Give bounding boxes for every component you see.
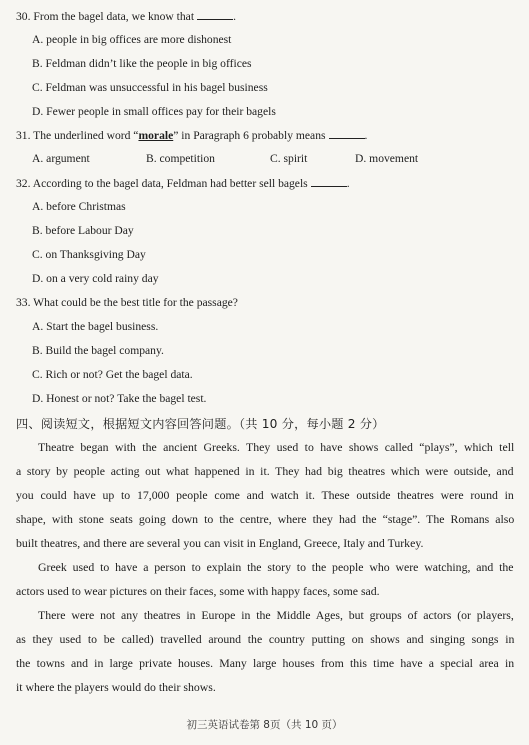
question-31: 31. The underlined word “morale” in Paragraph 6 probably means . <box>16 129 368 142</box>
option-33-d: D. Honest or not? Take the bagel test. <box>32 392 207 405</box>
passage-line: There were not any theatres in Europe in the Middle Ages, but groups of actors (or players, <box>38 608 514 622</box>
section-heading: 四、阅读短文，根据短文内容回答问题。（共 10 分，每小题 2 分） <box>16 417 385 431</box>
option-33-b: B. Build the bagel company. <box>32 344 164 357</box>
option-31-b: B. competition <box>146 152 215 165</box>
option-32-c: C. on Thanksgiving Day <box>32 248 146 261</box>
question-32: 32. According to the bagel data, Feldman had better sell bagels . <box>16 177 350 190</box>
passage-line: Greek used to have a person to explain the story to the people who were watching, and the <box>38 560 514 574</box>
option-33-c: C. Rich or not? Get the bagel data. <box>32 368 193 381</box>
passage-line: Theatre began with the ancient Greeks. They used to have shows called “plays”, which tell <box>38 440 515 454</box>
passage-line: you could have up to 17,000 people come and watch it. These outside theatres were round in <box>16 488 514 502</box>
option-30-a: A. people in big offices are more dishonest <box>32 33 232 46</box>
option-30-d: D. Fewer people in small offices pay for their bagels <box>32 105 276 118</box>
question-31-stem-before: 31. The underlined word “ <box>16 129 139 142</box>
passage-line: as they used to be called) travelled around the country putting on shows and singing songs in <box>16 632 515 646</box>
question-33 <box>16 296 238 309</box>
option-32-d: D. on a very cold rainy day <box>32 272 159 285</box>
passage-line: actors used to wear pictures on their faces, some with happy faces, some sad. <box>16 584 380 598</box>
question-30-stem: 30. From the bagel data, we know that <box>16 10 195 23</box>
passage-line: it where the players would do their shows. <box>16 680 216 694</box>
page-footer: 初三英语试卷第 8页（共 10 页） <box>186 719 343 731</box>
option-32-b: B. before Labour Day <box>32 224 134 237</box>
answer-blank <box>311 176 347 187</box>
passage-line: the towns and in large private houses. Many large houses from this time have a special area in <box>16 656 515 670</box>
answer-blank <box>329 128 365 139</box>
passage-line: a story by people acting out what happened in it. They had big theatres which were outside, and <box>16 464 514 478</box>
question-32-stem: 32. According to the bagel data, Feldman had better sell bagels <box>16 177 308 190</box>
question-31-stem-after: ” in Paragraph 6 probably means <box>173 129 326 142</box>
option-30-b: B. Feldman didn’t like the people in big offices <box>32 57 252 70</box>
answer-blank <box>197 9 233 20</box>
option-31-a: A. argument <box>32 152 90 165</box>
option-30-c: C. Feldman was unsuccessful in his bagel business <box>32 81 268 94</box>
question-33-stem: 33. What could be the best title for the passage? <box>16 296 238 309</box>
option-31-d: D. movement <box>355 152 419 165</box>
option-31-c: C. spirit <box>270 152 308 165</box>
passage-line: shape, with stone seats going down to the centre, where they had the “stage”. The Romans also <box>16 512 515 526</box>
option-33-a: A. Start the bagel business. <box>32 320 159 333</box>
underlined-keyword: morale <box>138 129 174 142</box>
question-30: 30. From the bagel data, we know that . <box>16 10 236 23</box>
passage-line: built theatres, and there are several you can visit in England, Greece, Italy and Turkey. <box>16 536 424 550</box>
option-32-a: A. before Christmas <box>32 200 126 213</box>
